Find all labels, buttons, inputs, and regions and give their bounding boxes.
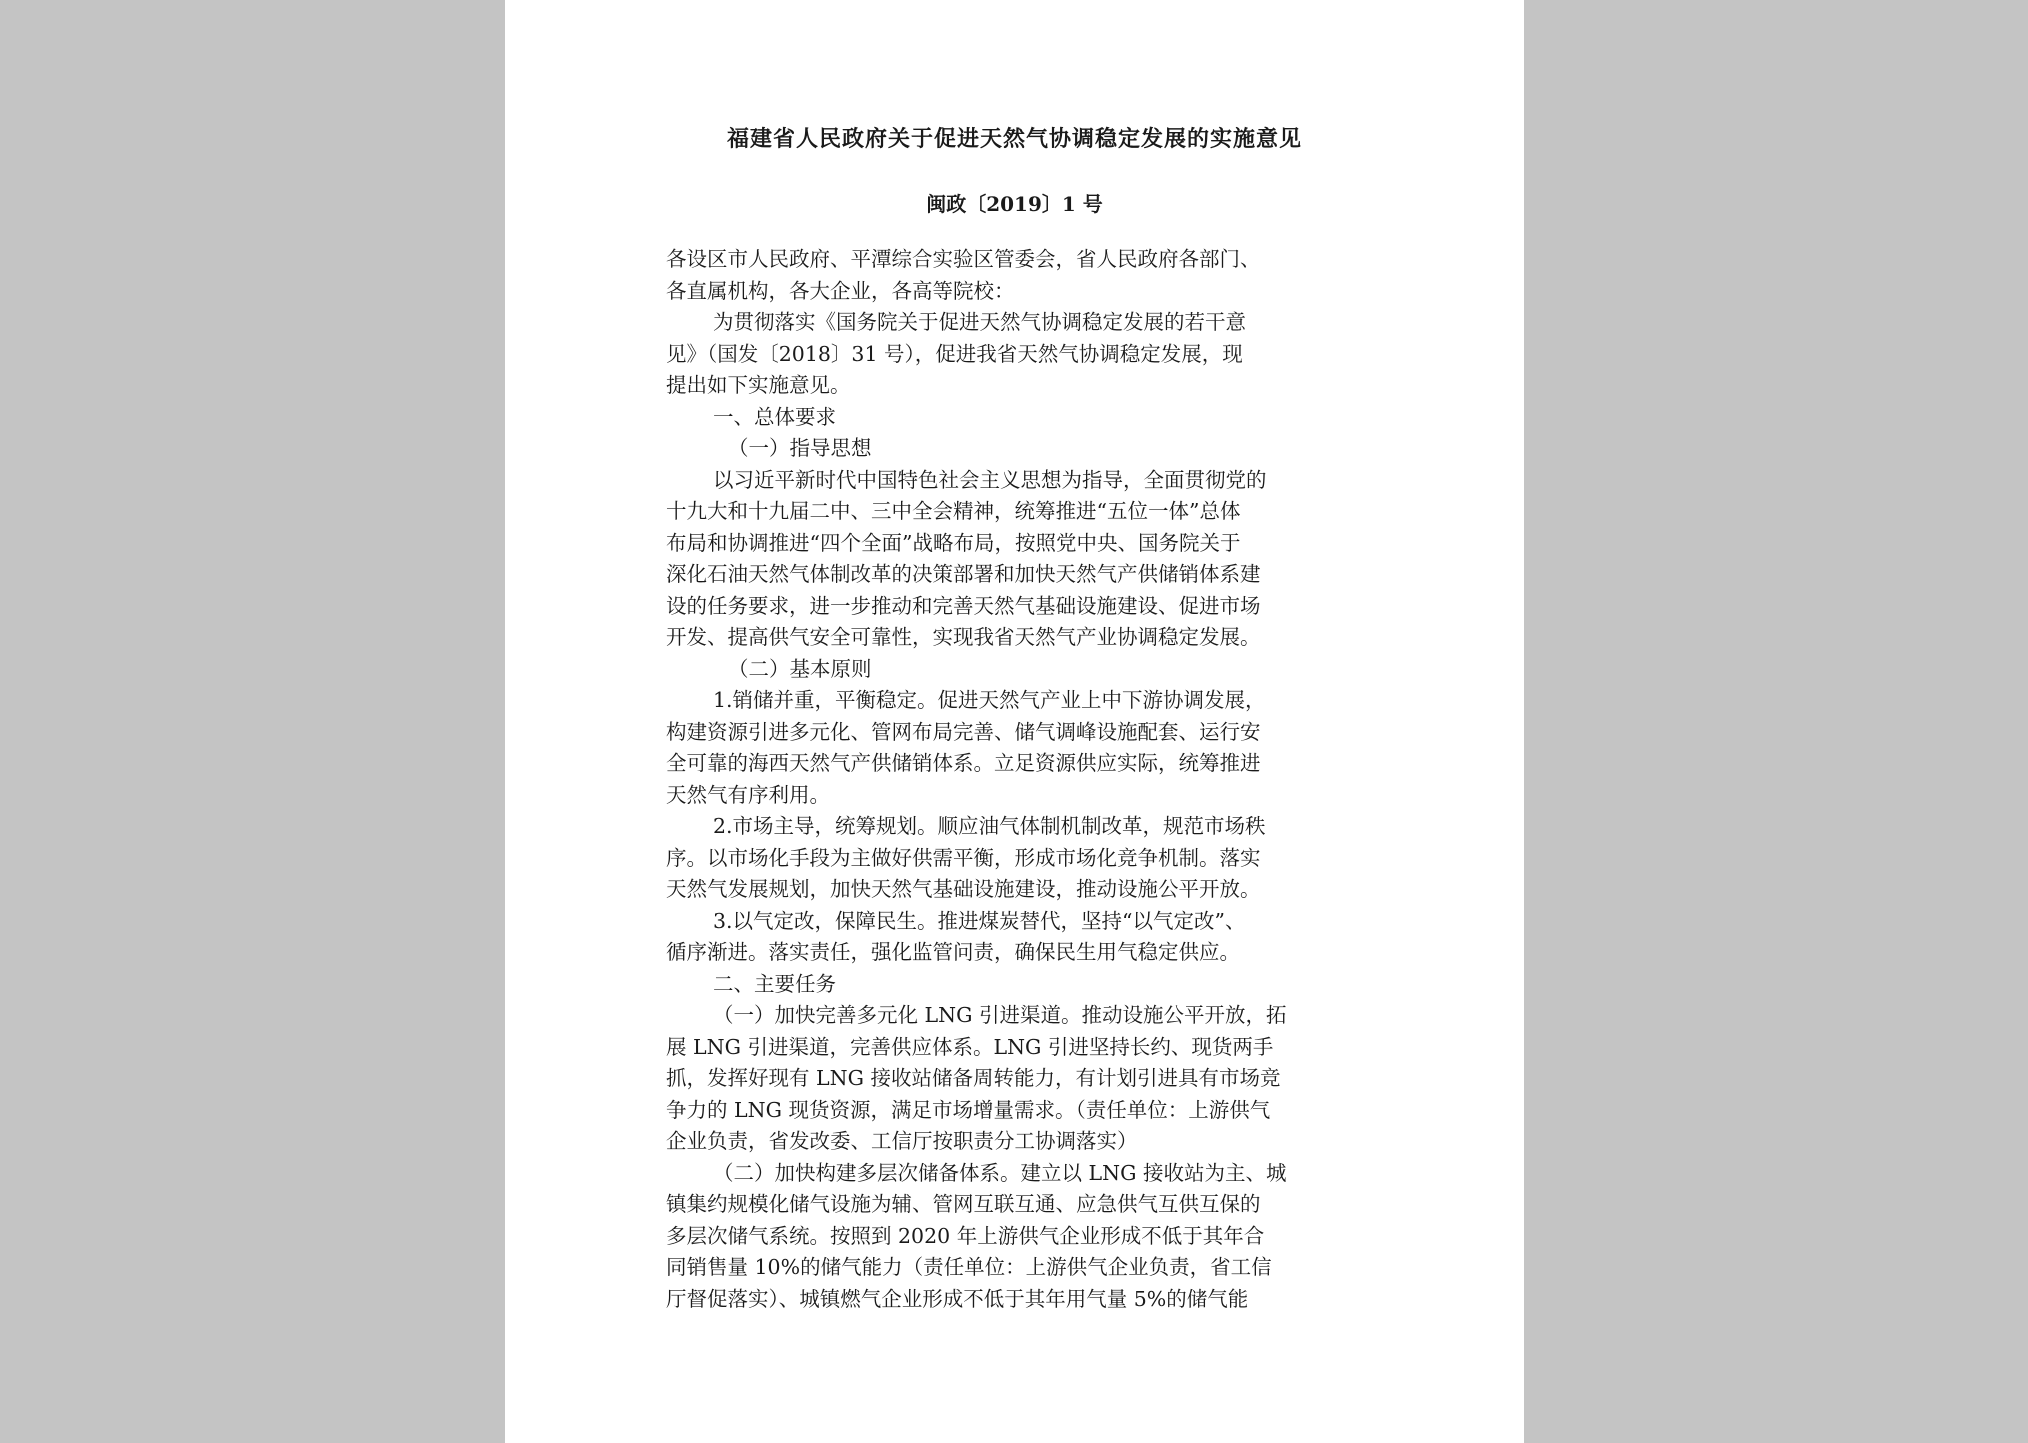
body-line: 全可靠的海西天然气产供储销体系。立足资源供应实际，统筹推进 [666,751,1261,775]
body-line: 争力的 LNG 现货资源，满足市场增量需求。（责任单位：上游供气 [666,1097,1271,1122]
document-number: 闽政〔2019〕1 号 [926,192,1103,216]
body-line: （二）基本原则 [728,656,872,681]
body-line: 构建资源引进多元化、管网布局完善、储气调峰设施配套、运行安 [666,719,1261,744]
body-line: 循序渐进。落实责任，强化监管问责，确保民生用气稳定供应。 [666,940,1240,964]
body-line: 抓，发挥好现有 LNG 接收站储备周转能力，有计划引进具有市场竞 [666,1066,1281,1090]
body-line: 厅督促落实）、城镇燃气企业形成不低于其年用气量 5%的储气能 [666,1286,1249,1311]
body-line: 序。以市场化手段为主做好供需平衡，形成市场化竞争机制。落实 [666,845,1261,870]
body-line: 深化石油天然气体制改革的决策部署和加快天然气产供储销体系建 [666,562,1261,586]
document-title: 福建省人民政府关于促进天然气协调稳定发展的实施意见 [726,126,1302,152]
body-line: 展 LNG 引进渠道，完善供应体系。LNG 引进坚持长约、现货两手 [666,1034,1274,1059]
body-line: 镇集约规模化储气设施为辅、管网互联互通、应急供气互供互保的 [666,1192,1261,1216]
body-line: （一）指导思想 [728,436,872,460]
body-line: （二）加快构建多层次储备体系。建立以 LNG 接收站为主、城 [713,1160,1287,1185]
body-line: 见》（国发〔2018〕31 号），促进我省天然气协调稳定发展，现 [666,341,1243,366]
body-line: 以习近平新时代中国特色社会主义思想为指导，全面贯彻党的 [713,467,1267,492]
body-line: 天然气有序利用。 [666,782,830,807]
body-line: 开发、提高供气安全可靠性，实现我省天然气产业协调稳定发展。 [666,625,1261,649]
body-line: （一）加快完善多元化 LNG 引进渠道。推动设施公平开放，拓 [713,1003,1287,1027]
body-line: 各直属机构，各大企业，各高等院校： [666,278,1015,303]
body-line: 一、总体要求 [713,404,836,429]
body-line: 3.以气定改，保障民生。推进煤炭替代，坚持“以气定改”、 [713,908,1246,933]
body-line: 多层次储气系统。按照到 2020 年上游供气企业形成不低于其年合 [666,1223,1265,1248]
body-line: 企业负责，省发改委、工信厅按职责分工协调落实） [666,1129,1138,1153]
body-line: 十九大和十九届二中、三中全会精神，统筹推进“五位一体”总体 [666,499,1241,523]
body-line: 1.销储并重，平衡稳定。促进天然气产业上中下游协调发展， [713,688,1266,712]
body-line: 提出如下实施意见。 [666,373,851,397]
body-line: 同销售量 10%的储气能力（责任单位：上游供气企业负责，省工信 [666,1255,1272,1279]
body-line: 为贯彻落实《国务院关于促进天然气协调稳定发展的若干意 [713,310,1246,334]
body-line: 2.市场主导，统筹规划。顺应油气体制机制改革，规范市场秩 [713,814,1266,838]
document-body [666,244,1370,1315]
body-line: 二、主要任务 [713,971,836,996]
body-line: 各设区市人民政府、平潭综合实验区管委会，省人民政府各部门、 [666,247,1261,271]
body-line: 布局和协调推进“四个全面”战略布局，按照党中央、国务院关于 [666,530,1241,555]
body-line: 设的任务要求，进一步推动和完善天然气基础设施建设、促进市场 [666,593,1261,618]
document-page [505,0,1524,1443]
body-line: 天然气发展规划，加快天然气基础设施建设，推动设施公平开放。 [666,877,1261,901]
